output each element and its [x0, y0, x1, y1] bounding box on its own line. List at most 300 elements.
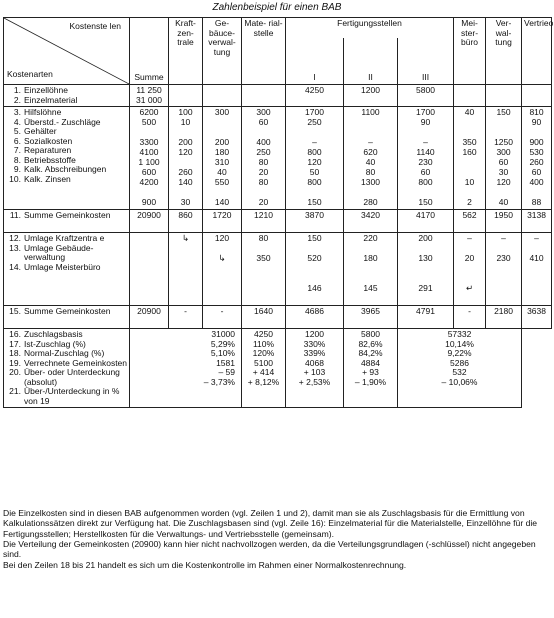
value: – 3,73% [203, 376, 235, 387]
value: 9,22% [447, 348, 472, 359]
value-cell [130, 210, 169, 233]
value: 5100 [254, 357, 273, 368]
value: – 59 [218, 367, 235, 378]
value: 1700 [305, 107, 324, 118]
value: 230 [418, 157, 433, 168]
value: 900 [529, 137, 544, 148]
value: 4884 [361, 357, 380, 368]
value: 810 [529, 107, 544, 118]
value: + 103 [303, 367, 326, 378]
value-cell [130, 306, 169, 329]
value [346, 96, 395, 106]
row-label: Kalk. Abschreibungen [24, 164, 107, 175]
value-cell [130, 233, 169, 306]
table-row-group [4, 306, 552, 329]
verwaltung-header: Ver- wal- tung [486, 18, 522, 85]
value: 530 [529, 147, 544, 158]
kraftzentrale-header: Kraft- zen- trale [169, 18, 203, 85]
fertigung-i-header: I [286, 38, 344, 85]
value: 562 [462, 210, 477, 221]
value: 6200 [139, 107, 159, 118]
value-cell [486, 107, 522, 210]
row-number: 2. [13, 94, 21, 105]
value: + 2,53% [298, 376, 331, 387]
value: 110% [252, 338, 275, 349]
value-cell [242, 233, 286, 306]
kostenarten-label: Kostenarten [7, 69, 53, 80]
value-cell [286, 85, 344, 107]
row-label: Überstd.- Zuschläge [24, 116, 101, 127]
value: 260 [178, 167, 193, 178]
value: 120 [178, 147, 193, 158]
value: - [220, 306, 224, 317]
row-label-cell [4, 233, 130, 306]
row-label: Gehälter [24, 126, 57, 137]
value-cell [169, 107, 203, 210]
value-cell [203, 233, 242, 306]
value-cell [169, 233, 203, 306]
value-cell [344, 233, 398, 306]
value: 1200 [361, 85, 380, 95]
row-label: Zuschlagsbasis [24, 329, 83, 340]
value: 150 [307, 197, 322, 208]
value: 250 [307, 117, 322, 128]
value: + 414 [252, 367, 275, 378]
table-row-group [4, 107, 552, 210]
row-number: 9. [13, 164, 21, 175]
value: 40 [498, 197, 509, 208]
value-cell [169, 210, 203, 233]
value: 410 [529, 253, 544, 264]
value: 120% [252, 348, 275, 359]
value-cell [454, 85, 486, 107]
value: 50 [309, 167, 320, 178]
value: 60 [420, 167, 431, 178]
value [488, 118, 519, 138]
value: 120 [307, 157, 322, 168]
value-cell [486, 85, 522, 107]
value: 10 [464, 177, 475, 188]
row-number: 7. [13, 145, 21, 156]
row-label-cell [4, 306, 130, 329]
fertigungsstellen-header: Fertigungsstellen [286, 18, 454, 39]
value-cell [242, 210, 286, 233]
value: 620 [363, 147, 378, 158]
value: 600 [141, 167, 157, 178]
value-cell [398, 233, 454, 306]
value: – [423, 137, 428, 148]
value: 1200 [305, 329, 324, 340]
value: 339% [303, 348, 326, 359]
value [488, 96, 519, 106]
value: 1950 [494, 210, 513, 221]
row-label: Umlage Meisterbüro [24, 261, 101, 272]
row-number: 15. [9, 306, 21, 317]
row-number: 14. [9, 261, 21, 272]
row-number: 8. [13, 154, 21, 165]
value-cell [454, 233, 486, 306]
value-cell [242, 85, 286, 107]
footer-paragraph: Die Einzelkosten sind in diesen BAB aufgenommen worden (vgl. Zeilen 1 und 2), damit man sie als Zuschlagsbasis für die Ermittlung von Kalkulationssätzen direkt zur Verfügung hat. Die Zuschlagsbasen sind (vgl. Zeile 16): Einzelmaterial für die Materialstelle, Einzellöhne für die Fertigungsstellen; Herstellkosten für die Verwaltungs- und Vertriebsstelle (gemeinsam). [3, 508, 538, 539]
value-cell [344, 85, 398, 107]
value [132, 284, 166, 304]
footer-paragraph: Bei den Zeilen 18 bis 21 handelt es sich um die Kostenkontrolle im Rahmen einer Normalkostenrechnung. [3, 559, 407, 570]
row-label-cell [4, 329, 130, 408]
value-cell [344, 107, 398, 210]
value: 250 [256, 147, 271, 158]
value-cell [454, 210, 486, 233]
value: 800 [418, 177, 433, 188]
value-cell [130, 329, 242, 408]
value: 80 [258, 177, 269, 188]
header-diagonal-cell [4, 18, 130, 85]
row-label: Ist-Zuschlag (%) [24, 338, 86, 349]
value-cell [242, 306, 286, 329]
value-cell [522, 210, 552, 233]
value-cell [486, 210, 522, 233]
value [205, 284, 239, 304]
table-row-group [4, 210, 552, 233]
row-number: 4. [13, 116, 21, 127]
value: 3420 [361, 210, 380, 221]
value: 90 [531, 117, 542, 128]
value: 40 [217, 167, 227, 178]
value: 220 [363, 233, 378, 244]
value: 230 [496, 253, 511, 264]
row-label: Einzelmaterial [24, 94, 78, 105]
row-number: 16. [9, 329, 21, 340]
value: 2 [467, 197, 472, 208]
value: 400 [256, 137, 271, 148]
footer-paragraph: Die Verteilung der Gemeinkosten (20900) kann hier nicht nachvollzogen werden, da die Verteilungsgrundlagen (-schlüssel) nicht angegeben sind. [3, 538, 536, 560]
value: 3965 [361, 306, 380, 317]
value: – [312, 137, 317, 148]
value-cell [203, 210, 242, 233]
value: 140 [214, 197, 230, 208]
value: 180 [363, 253, 378, 264]
value: 5800 [361, 329, 380, 340]
value: 90 [420, 117, 431, 128]
value-cell [130, 107, 169, 210]
value: 532 [452, 367, 467, 378]
value: - [184, 306, 187, 317]
value: 4170 [416, 210, 435, 221]
value-cell [486, 233, 522, 306]
value: 150 [418, 197, 433, 208]
value: 120 [496, 177, 511, 188]
row-number: 17. [9, 338, 21, 349]
value [346, 118, 395, 138]
value: 2180 [494, 306, 513, 317]
value: 150 [307, 233, 322, 244]
value [244, 96, 283, 106]
row-number: 21. [9, 386, 21, 397]
value [171, 284, 200, 304]
value: 11 250 [136, 85, 162, 95]
value: 120 [214, 233, 230, 244]
value: 1300 [361, 177, 380, 188]
value: 82,6% [358, 338, 383, 349]
value: 300 [214, 107, 230, 118]
vertrieb-header: Vertrieo [522, 18, 552, 85]
value-cell [398, 107, 454, 210]
value: 146 [307, 283, 322, 294]
value [132, 254, 166, 284]
row-number: 6. [13, 135, 21, 146]
value: 200 [178, 137, 193, 148]
value [488, 284, 519, 304]
value: - [468, 306, 471, 317]
value: 291 [418, 283, 433, 294]
row-label-cell [4, 210, 130, 233]
value: 1210 [254, 210, 273, 221]
value: 60 [531, 167, 542, 178]
value: 30 [498, 167, 509, 178]
row-label: Über- oder Unterdeckung (absolut) [24, 367, 120, 387]
value: 31 000 [136, 94, 162, 105]
value: 150 [496, 107, 511, 118]
row-label-cell [4, 107, 130, 210]
value: + 8,12% [247, 376, 280, 387]
value-cell [398, 85, 454, 107]
value: 30 [180, 197, 191, 208]
value: 4250 [305, 85, 324, 95]
document-title: Zahlenbeispiel für einen BAB [212, 2, 342, 13]
value: 3300 [139, 137, 159, 148]
value: 1700 [416, 107, 435, 118]
value: 5,10% [210, 348, 235, 359]
value: 520 [307, 253, 322, 264]
value: 40 [365, 157, 376, 168]
value-cell [454, 306, 486, 329]
row-label: Summe Gemeinkosten [24, 306, 111, 317]
value: 550 [214, 177, 230, 188]
value: 40 [464, 107, 475, 118]
row-label: Normal-Zuschlag (%) [24, 348, 105, 359]
row-label: Umlage Kraftzentra e [24, 233, 105, 244]
value: ↳ [218, 253, 226, 264]
value [205, 96, 239, 106]
value-cell [286, 233, 344, 306]
value: 160 [462, 147, 477, 158]
value [205, 118, 239, 138]
value: 145 [363, 283, 378, 294]
value: 84,2% [358, 348, 383, 359]
value: 300 [496, 147, 511, 158]
value [400, 96, 451, 106]
value: 860 [178, 210, 193, 221]
value: 20900 [137, 306, 161, 317]
bab-table [3, 17, 552, 408]
value: – [368, 137, 373, 148]
row-label: Verrechnete Gemeinkosten [24, 357, 128, 368]
footer-notes [3, 508, 551, 570]
value: 5800 [416, 85, 435, 95]
value: – [467, 233, 472, 244]
row-label: Hilfslöhne [24, 107, 62, 118]
kostenstellen-label: Kostenste len [69, 21, 121, 31]
row-label: Umlage Gebäude- verwaltung [24, 242, 94, 263]
value-cell [203, 306, 242, 329]
value: – [501, 233, 506, 244]
value-cell [169, 85, 203, 107]
value-cell [242, 107, 286, 210]
row-number: 18. [9, 348, 21, 359]
value: ↵ [465, 283, 474, 294]
row-label: Summe Gemeinkosten [24, 210, 111, 221]
value-cell [203, 85, 242, 107]
value: 4068 [305, 357, 324, 368]
value-cell [286, 329, 344, 408]
value-cell [344, 329, 398, 408]
value: 3870 [305, 210, 324, 221]
row-number: 19. [9, 357, 21, 368]
value: + 93 [362, 367, 379, 378]
value: 60 [258, 117, 269, 128]
value: 80 [365, 167, 376, 178]
value: 100 [178, 107, 193, 118]
value: – [534, 233, 539, 244]
row-label: Einzellöhne [24, 85, 68, 95]
value: 3138 [527, 210, 546, 221]
row-label-cell [4, 85, 130, 107]
value [171, 96, 200, 106]
value: 20 [258, 197, 269, 208]
value [456, 118, 483, 138]
value: 310 [214, 157, 230, 168]
materialstelle-header: Mate- rial- stelle [242, 18, 286, 85]
value: 5286 [450, 357, 469, 368]
summe-header: Summe [130, 18, 169, 85]
value-cell [130, 85, 169, 107]
value: 4791 [416, 306, 435, 317]
value-cell [454, 107, 486, 210]
row-number: 11. [9, 210, 21, 221]
value: – 10,06% [441, 376, 478, 387]
header-row [4, 18, 552, 39]
value: 10,14% [445, 338, 474, 349]
row-label: Reparaturen [24, 145, 72, 156]
value: 1 100 [138, 157, 160, 168]
value: 130 [418, 253, 433, 264]
row-number: 3. [13, 107, 21, 118]
value: 57332 [447, 329, 472, 340]
value-cell [344, 210, 398, 233]
value: 88 [531, 197, 542, 208]
value: 260 [529, 157, 544, 168]
value: 3638 [527, 306, 546, 317]
value: 60 [498, 157, 509, 168]
value-cell [398, 306, 454, 329]
value: 10 [180, 117, 191, 128]
value: ↳ [181, 233, 190, 244]
value: 4686 [305, 306, 324, 317]
value-cell [203, 107, 242, 210]
row-number: 5. [13, 126, 21, 137]
row-number: 13. [9, 242, 21, 253]
value [524, 284, 549, 304]
table-row-group [4, 233, 552, 306]
value-cell [242, 329, 286, 408]
value: 900 [141, 197, 157, 208]
value: 300 [256, 107, 271, 118]
value: 1140 [416, 147, 435, 158]
value-cell [169, 306, 203, 329]
value-cell [286, 210, 344, 233]
value: 20900 [137, 210, 161, 221]
value [132, 234, 166, 254]
fertigung-iii-header: III [398, 38, 454, 85]
value: 200 [418, 233, 433, 244]
value: 80 [258, 233, 269, 244]
fertigung-ii-header: II [344, 38, 398, 85]
value-cell [286, 306, 344, 329]
row-label: Sozialkosten [24, 135, 73, 146]
value: 5,29% [210, 338, 235, 349]
value: 1250 [494, 137, 513, 148]
row-number: 20. [9, 367, 21, 378]
value-cell [522, 233, 552, 306]
row-number: 10. [9, 173, 21, 184]
value: 280 [363, 197, 378, 208]
value: 80 [258, 157, 269, 168]
value: 1640 [254, 306, 273, 317]
value: 4200 [139, 177, 159, 188]
value-cell [344, 306, 398, 329]
row-number: 1. [13, 85, 21, 95]
table-row-group [4, 329, 552, 408]
value: 330% [303, 338, 326, 349]
value: 800 [307, 147, 322, 158]
value: 140 [178, 177, 193, 188]
value: 800 [307, 177, 322, 188]
value: 1100 [361, 107, 380, 118]
value-cell [486, 306, 522, 329]
value: 4100 [139, 147, 159, 158]
value-cell [286, 107, 344, 210]
value: 350 [462, 137, 477, 148]
value: 500 [141, 117, 157, 128]
value-cell [398, 329, 522, 408]
value: 20 [258, 167, 269, 178]
value [171, 254, 200, 284]
gebaeudeverwaltung-header: Ge- bäuce- verwal- tung [203, 18, 242, 85]
value-cell [522, 85, 552, 107]
value: 31000 [211, 329, 235, 340]
value: 4250 [254, 329, 273, 340]
row-label: Betriebsstoffe [24, 154, 76, 165]
value [288, 96, 341, 106]
value [244, 284, 283, 304]
value: 1720 [212, 210, 232, 221]
value: 180 [214, 147, 230, 158]
value-cell [522, 306, 552, 329]
value [524, 96, 549, 106]
row-number: 12. [9, 233, 21, 244]
value [456, 96, 483, 106]
value: 1581 [216, 357, 235, 368]
table-row-group [4, 85, 552, 107]
value-cell [398, 210, 454, 233]
row-label: Kalk. Zinsen [24, 173, 71, 184]
meisterbuero-header: Mei- ster- büro [454, 18, 486, 85]
value: 20 [464, 253, 475, 264]
row-label: Über-/Unterdeckung in % von 19 [24, 386, 120, 406]
value: 350 [256, 253, 271, 264]
value: 200 [214, 137, 230, 148]
value-cell [522, 107, 552, 210]
value: 400 [529, 177, 544, 188]
